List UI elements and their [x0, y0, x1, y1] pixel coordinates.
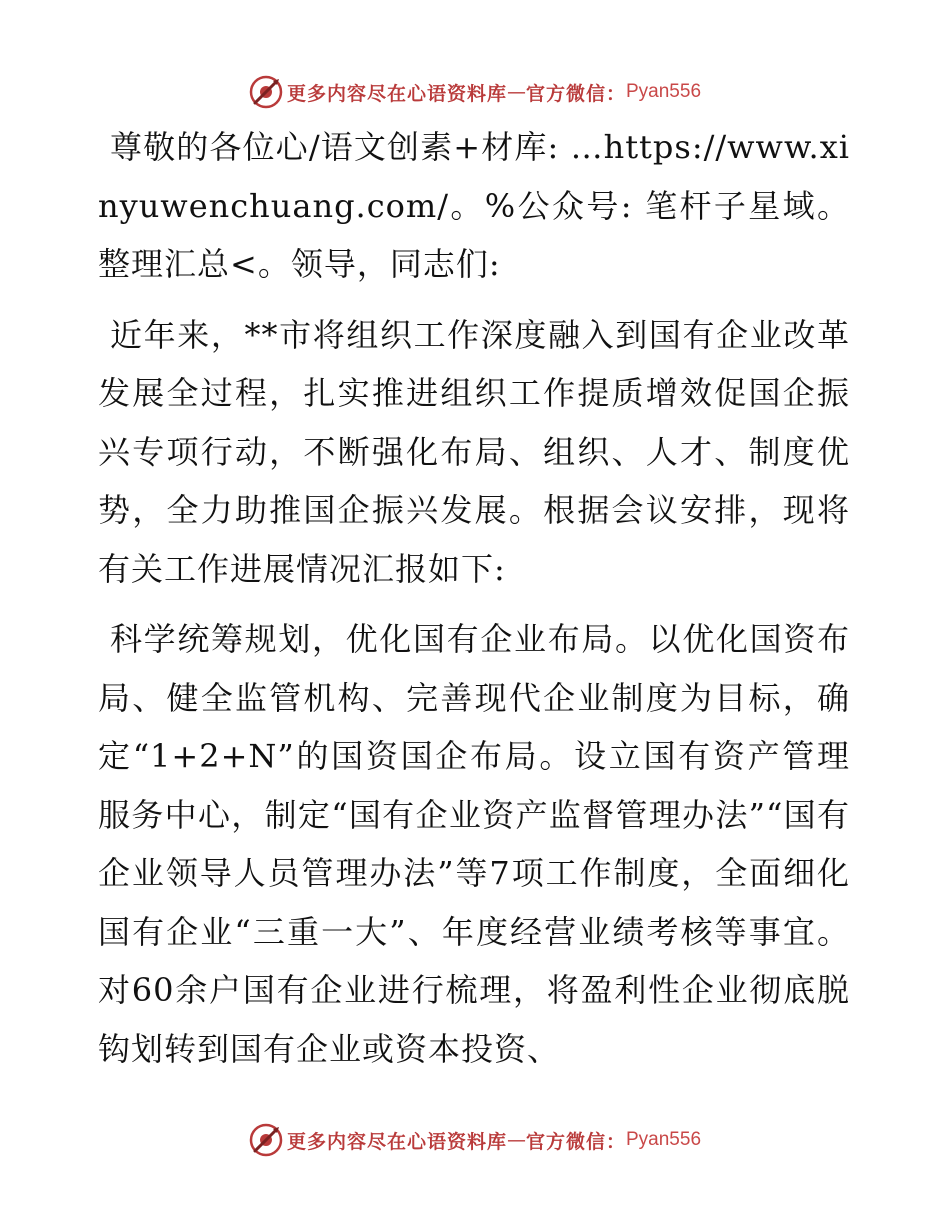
banner-wechat-account: Pyan556 [626, 81, 702, 102]
banner-site-text: 更多内容尽在心语资料库 [286, 1130, 507, 1153]
banner-separator: — [506, 1129, 526, 1151]
paragraph-planning: 科学统筹规划，优化国有企业布局。以优化国资布局、健全监管机构、完善现代企业制度为目标，确定“1+2+N”的国资国企布局。设立国有资产管理服务中心，制定“国有企业资产监督管理办法”“国有企业领导人员管理办法”等7项工作制度，全面细化国有企业“三重一大”、年度经营业绩考核等事宜。对60余户国有企业进行梳理，将盈利性企业彻底脱钩划转到国有企业或资本投资、 [98, 620, 850, 1068]
banner-wechat-account: Pyan556 [626, 1129, 702, 1150]
document-body [98, 118, 850, 1090]
header-watermark-banner [0, 72, 950, 112]
paragraph-intro: 近年来，**市将组织工作深度融入到国有企业改革发展全过程，扎实推进组织工作提质增效促国企振兴专项行动，不断强化布局、组织、人才、制度优势，全力助推国企振兴发展。根据会议安排，现将有关工作进展情况汇报如下: [98, 315, 850, 588]
banner-wechat-label: 官方微信： [525, 82, 626, 105]
footer-watermark-banner [0, 1120, 950, 1160]
banner-separator: — [506, 81, 526, 103]
paragraph-salutation: 尊敬的各位心/语文创素+材库: …https://www.xinyuwenchuang.com/。%公众号: 笔杆子星域。整理汇总<。领导，同志们: [98, 128, 850, 283]
banner-site-text: 更多内容尽在心语资料库 [286, 82, 507, 105]
logo-icon [249, 1123, 283, 1157]
logo-icon [249, 75, 283, 109]
banner-wechat-label: 官方微信： [525, 1130, 626, 1153]
